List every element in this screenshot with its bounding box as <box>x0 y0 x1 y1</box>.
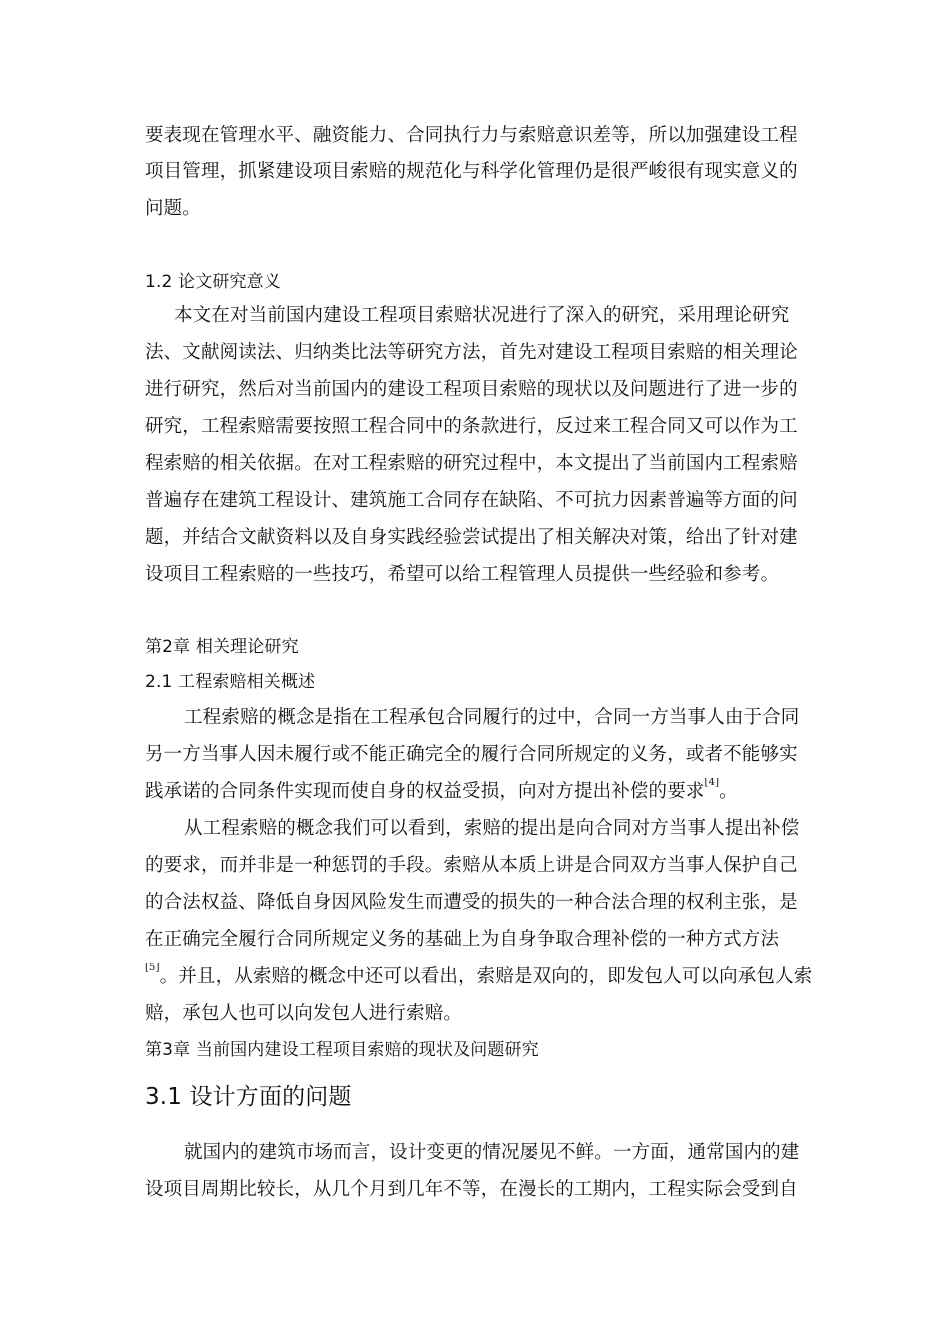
section-heading-1-2: 1.2 论文研究意义 <box>145 272 281 292</box>
paragraph-line <box>145 963 815 991</box>
paragraph-line: 法、文献阅读法、归纳类比法等研究方法，首先对建设工程项目索赔的相关理论 <box>145 342 798 363</box>
paragraph-line: 的合法权益、降低自身因风险发生而遭受的损失的一种合法合理的权利主张，是 <box>145 892 798 913</box>
paragraph-line: 就国内的建筑市场而言，设计变更的情况屡见不鲜。一方面，通常国内的建 <box>184 1142 800 1163</box>
paragraph-line: 问题。 <box>145 198 201 219</box>
paragraph-line <box>145 778 815 806</box>
paragraph-line: 另一方当事人因未履行或不能正确完全的履行合同所规定的义务，或者不能够实 <box>145 744 798 765</box>
paragraph-line: 工程索赔的概念是指在工程承包合同履行的过中，合同一方当事人由于合同 <box>184 707 800 728</box>
paragraph-line: 项目管理，抓紧建设项目索赔的规范化与科学化管理仍是很严峻很有现实意义的 <box>145 161 798 182</box>
citation-marker: [5] <box>145 963 160 973</box>
paragraph-text: 践承诺的合同条件实现而使自身的权益受损，向对方提出补偿的要求 <box>145 781 705 802</box>
paragraph-line: 在正确完全履行合同所规定义务的基础上为自身争取合理补偿的一种方式方法 <box>145 929 780 950</box>
section-heading-2-1: 2.1 工程索赔相关概述 <box>145 672 316 692</box>
paragraph-line: 要表现在管理水平、融资能力、合同执行力与索赔意识差等，所以加强建设工程 <box>145 125 798 146</box>
paragraph-line: 从工程索赔的概念我们可以看到，索赔的提出是向合同对方当事人提出补偿 <box>184 818 800 839</box>
paragraph-line: 设项目工程索赔的一些技巧，希望可以给工程管理人员提供一些经验和参考。 <box>145 564 780 585</box>
paragraph-line: 的要求，而并非是一种惩罚的手段。索赔从本质上讲是合同双方当事人保护自己 <box>145 855 798 876</box>
paragraph-line: 程索赔的相关依据。在对工程索赔的研究过程中，本文提出了当前国内工程索赔 <box>145 453 798 474</box>
section-heading-3-1: 3.1 设计方面的问题 <box>145 1084 352 1110</box>
paragraph-line: 设项目周期比较长，从几个月到几年不等，在漫长的工期内，工程实际会受到自 <box>145 1179 798 1200</box>
chapter-heading-2: 第2章 相关理论研究 <box>145 637 299 657</box>
paragraph-text: 。并且，从索赔的概念中还可以看出，索赔是双向的，即发包人可以向承包人索 <box>159 966 813 987</box>
paragraph-line: 题，并结合文献资料以及自身实践经验尝试提出了相关解决对策，给出了针对建 <box>145 527 798 548</box>
citation-marker: [4] <box>704 778 720 788</box>
paragraph-line: 本文在对当前国内建设工程项目索赔状况进行了深入的研究，采用理论研究 <box>174 305 790 326</box>
paragraph-line: 研究，工程索赔需要按照工程合同中的条款进行，反过来工程合同又可以作为工 <box>145 416 798 437</box>
chapter-heading-3: 第3章 当前国内建设工程项目索赔的现状及问题研究 <box>145 1040 539 1060</box>
paragraph-line: 进行研究，然后对当前国内的建设工程项目索赔的现状以及问题进行了进一步的 <box>145 379 798 400</box>
paragraph-text: 。 <box>719 781 738 802</box>
paragraph-line: 普遍存在建筑工程设计、建筑施工合同存在缺陷、不可抗力因素普遍等方面的问 <box>145 490 798 511</box>
paragraph-line: 赔，承包人也可以向发包人进行索赔。 <box>145 1003 463 1024</box>
